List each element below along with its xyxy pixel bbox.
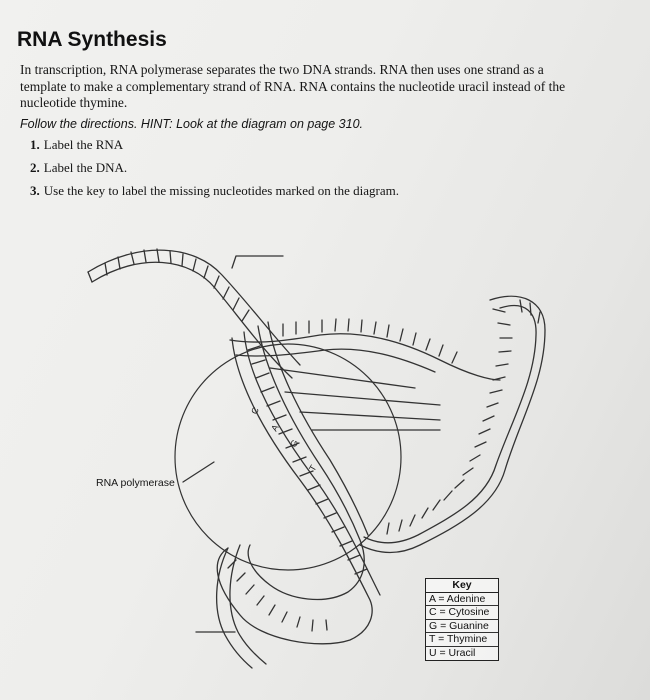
label-line-top xyxy=(232,256,283,268)
worksheet-title: RNA Synthesis xyxy=(17,28,167,51)
nucleotide-mark: C xyxy=(249,405,261,416)
key-row: U = Uracil xyxy=(429,646,476,659)
rna-polymerase-shape xyxy=(175,344,401,570)
key-row: A = Adenine xyxy=(426,593,498,607)
directions-hint: Follow the directions. HINT: Look at the diagram on page 310. xyxy=(20,117,364,131)
step-text: Use the key to label the missing nucleotides marked on the diagram. xyxy=(43,183,399,198)
intro-paragraph: In transcription, RNA polymerase separates the two DNA strands. RNA then uses one strand as a template to make a complementary strand of RNA. RNA contains the nucleotide uracil instead of the nucleotide thymine. xyxy=(20,62,566,110)
rna-polymerase-label: RNA polymerase xyxy=(96,477,175,489)
nucleotide-label-lines xyxy=(270,368,440,430)
step-number: 1. xyxy=(30,137,40,152)
step-text: Label the RNA xyxy=(43,137,124,152)
dna-strand-upper-left xyxy=(88,249,300,378)
nucleotide-mark: T xyxy=(307,463,319,473)
key-row: G = Guanine xyxy=(426,620,498,634)
polymerase-pointer-line xyxy=(183,462,214,482)
step-number: 3. xyxy=(30,183,40,198)
step-number: 2. xyxy=(30,160,40,175)
step-text: Label the DNA. xyxy=(43,160,128,175)
key-row: C = Cytosine xyxy=(426,606,498,620)
nucleotide-mark: A xyxy=(269,422,281,433)
key-title: Key xyxy=(426,579,498,593)
nucleotide-key xyxy=(425,578,499,661)
key-row: T = Thymine xyxy=(426,633,498,647)
nucleotide-mark: G xyxy=(288,437,301,449)
